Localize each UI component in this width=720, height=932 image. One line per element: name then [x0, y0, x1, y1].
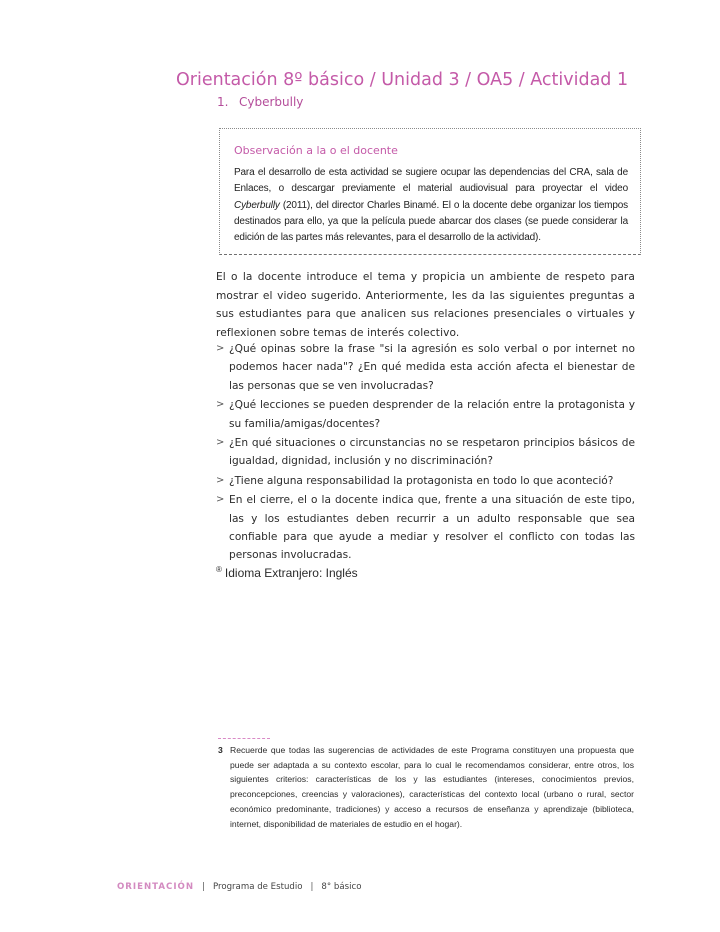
note-body-text-2: (2011), del director Charles Binamé. El o la docente debe organizar los tiempos destinados para ello, ya que la película puede abarcar dos clases (se puede considerar la edición de las partes más relevantes, para el desarrollo de la actividad).	[234, 199, 628, 244]
question-list	[216, 340, 635, 566]
chevron-right-icon: >	[216, 399, 225, 411]
note-title: Observación a la o el docente	[234, 144, 398, 157]
note-body	[234, 165, 628, 246]
note-body-text-1: Para el desarrollo de esta actividad se sugiere ocupar las dependencias del CRA, sala de Enlaces, o descargar previamente el material audiovisual para proyectar el video	[234, 167, 628, 195]
footnote-divider	[218, 738, 270, 739]
footer-grade: 8° básico	[321, 882, 362, 892]
list-item-text: ¿Qué opinas sobre la frase "si la agresión es solo verbal o por internet no podemos hacer nada"? ¿En qué medida esta acción afecta el bienestar de las personas que se ven involucradas?	[229, 343, 635, 392]
list-item	[216, 396, 635, 433]
section-heading	[217, 95, 303, 109]
registered-icon: ®	[216, 565, 222, 574]
list-item	[216, 434, 635, 471]
cross-subject-note	[216, 565, 358, 580]
teacher-note-box	[219, 128, 641, 255]
footnote-text: Recuerde que todas las sugerencias de actividades de este Programa constituyen una propuesta que puede ser adaptada a su contexto escolar, para lo cual le recomendamos considerar, entre otros, los siguientes criterios: características de los y las estudiantes (intereses, conocimientos previos, preconcepciones, creencias y valoraciones), características del contexto local (urbano o rural, sector económico predominante, tradiciones) y acceso a recursos de enseñanza y aprendizaje (biblioteca, internet, disponibilidad de materiales de estudio en el hogar).	[230, 745, 634, 829]
film-title: Cyberbully	[234, 199, 280, 211]
chevron-right-icon: >	[216, 494, 225, 506]
list-item-text: ¿Qué lecciones se pueden desprender de la relación entre la protagonista y su familia/amigas/docentes?	[229, 399, 635, 430]
footer-program: Programa de Estudio	[212, 882, 303, 892]
footnote-number: 3	[218, 745, 223, 755]
section-number: 1.	[217, 95, 229, 109]
list-item	[216, 340, 635, 395]
section-title: Cyberbully	[239, 95, 304, 109]
list-item-text: ¿En qué situaciones o circunstancias no se respetaron principios básicos de igualdad, dignidad, inclusión y no discriminación?	[229, 437, 635, 468]
page-footer	[117, 882, 361, 892]
footer-subject: ORIENTACIÓN	[117, 882, 195, 892]
list-item	[216, 491, 635, 565]
chevron-right-icon: >	[216, 437, 225, 449]
page-title: Orientación 8º básico / Unidad 3 / OA5 / Actividad 1	[176, 69, 629, 90]
chevron-right-icon: >	[216, 343, 225, 354]
list-item-text: ¿Tiene alguna responsabilidad la protagonista en todo lo que aconteció?	[229, 474, 614, 487]
intro-paragraph: El o la docente introduce el tema y propicia un ambiente de respeto para mostrar el video sugerido. Anteriormente, les da las siguientes preguntas a sus estudiantes para que analicen sus relaciones presenciales o virtuales y reflexionen sobre temas de interés colectivo.	[216, 271, 635, 339]
cross-subject-text: Idioma Extranjero: Inglés	[224, 566, 358, 580]
footer-separator: |	[310, 882, 314, 892]
chevron-right-icon: >	[216, 474, 225, 486]
footer-separator: |	[202, 882, 205, 892]
footnote	[218, 743, 634, 831]
list-item	[216, 472, 635, 490]
list-item-text: En el cierre, el o la docente indica que, frente a una situación de este tipo, las y los estudiantes deben recurrir a un adulto responsable que sea confiable para que ayude a mediar y resolver el conflicto con todas las personas involucradas.	[229, 494, 635, 562]
